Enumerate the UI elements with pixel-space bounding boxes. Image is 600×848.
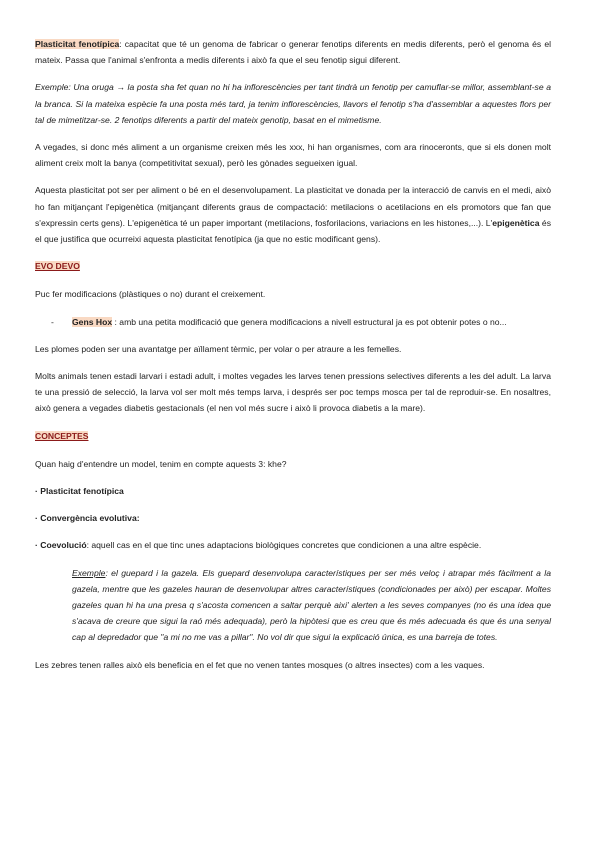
term-plasticitat-fenotipica: Plasticitat fenotípica bbox=[35, 39, 120, 49]
paragraph-zebres: Les zebres tenen ralles això els beneficia en el fet que no venen tantes mosques (o altres insectes) com a les vaques. bbox=[35, 659, 485, 670]
paragraph-larves: Molts animals tenen estadi larvari i estadi adult, i moltes vegades les larves tenen pressions selectives diferents a les del adult. La larva te una pressió de selecció, la larva vol ser molt més temps larva, i després ser poc temps mosca per tal de reproduir-se. En nosaltres, això genera a vegades diabetis gestacionals (el nen vol més sucre i això li provoca diabetis a la mare). bbox=[35, 371, 551, 414]
concept-item-coevolucio bbox=[35, 537, 551, 553]
term-gens-hox: Gens Hox bbox=[72, 316, 113, 327]
heading-evo-devo: EVO DEVO bbox=[35, 261, 80, 272]
document-page bbox=[35, 36, 551, 684]
paragraph-conceptes-intro: Quan haig d'entendre un model, tenim en compte aquests 3: khe? bbox=[35, 458, 287, 469]
term-epigenetica: epigenètica bbox=[492, 217, 540, 228]
concept-item-plasticitat: · Plasticitat fenotípica bbox=[35, 486, 124, 497]
example-guepard-gazela bbox=[35, 565, 551, 646]
bullet-text: : amb una petita modificació que genera modificacions a nivell estructural ja es pot obtenir potes o no... bbox=[112, 316, 507, 327]
paragraph-text: : capacitat que té un genoma de fabricar o generar fenotips diferents en medis diferents, però el genoma és el mateix. Passa que l'animal s'enfronta a medis diferents i això fa que el seu fenotip sigui diferent. bbox=[35, 39, 552, 66]
paragraph-text: Aquesta plasticitat pot ser per aliment o bé en el desenvolupament. La plasticitat ve donada per la interacció de canvis en el medi, això ho fan mitjançant l'epigenètica (mitjançant diferents graus de compactació: metilacions o acetilacions en els promotors que fan que s'expressin certs gens). L'epigenètica té un paper important (metilacions, fosforilacions, variacions en les histones,...). L' bbox=[35, 185, 551, 228]
heading-conceptes: CONCEPTES bbox=[35, 430, 89, 441]
paragraph-plomes: Les plomes poden ser una avantatge per aïllament tèrmic, per volar o per atraure a les femelles. bbox=[35, 343, 402, 354]
paragraph-aliment: A vegades, si donc més aliment a un organisme creixen més les xxx, hi han organismes, com ara rinoceronts, que si els donen molt aliment creix molt la banya (competitivitat sexual), però les gònades segueixen igual. bbox=[35, 142, 551, 169]
paragraph-evo-intro: Puc fer modificacions (plàstiques o no) durant el creixement. bbox=[35, 289, 266, 300]
example-text: : el guepard i la gazela. Els guepard desenvolupa característiques per ser més veloç i atrapar més fàcilment a la gazela, mentre que les gazeles hauran de desenvolupar altres característiques (condicionades per això) per escapar. Moltes gazeles quan hi ha una presa q s'acosta comencen a saltar perquè aixi' alerten a les seves companyes (no és una idea que s'acava de creure que sigui la raó més adequada), però la hipòtesi que es creu que és més adecuada és que és una senyal cap al depredador que "a mi no me vas a pillar". No vol dir que sigui la explicació única, es una barreja de totes. bbox=[72, 567, 551, 643]
bullet-gens-hox bbox=[35, 314, 551, 330]
paragraph-plasticitat bbox=[35, 36, 551, 68]
paragraph-text: : aquell cas en el que tinc unes adaptacions biològiques concretes que condicionen a una altre espècie. bbox=[86, 540, 482, 551]
paragraph-text: és el que justifica que ocurreixi aquesta plasticitat fenotípica (ja que no estic modificant gens). bbox=[35, 217, 551, 245]
term-coevolucio: · Coevolució bbox=[35, 540, 87, 551]
example-label: Exemple bbox=[72, 567, 106, 578]
bullet-dash: - bbox=[51, 316, 54, 327]
paragraph-epigenetica bbox=[35, 182, 551, 247]
example-oruga: Exemple: Una oruga → la posta sha fet quan no hi ha inflorescències per tant tindrà un fenotip per camuflar-se millor, assemblant-se a la branca. Si la mateixa espècie fa una posta més tard, ja tenim inflorescències, llavors el fenotip s'ha d'assemblar a aquestes flors per tal de mimetitzar-se. 2 fenotips diferents a partir del mateix genotip, basat en el mimetisme. bbox=[35, 82, 551, 125]
concept-item-convergencia: · Convergència evolutiva: bbox=[35, 513, 140, 524]
